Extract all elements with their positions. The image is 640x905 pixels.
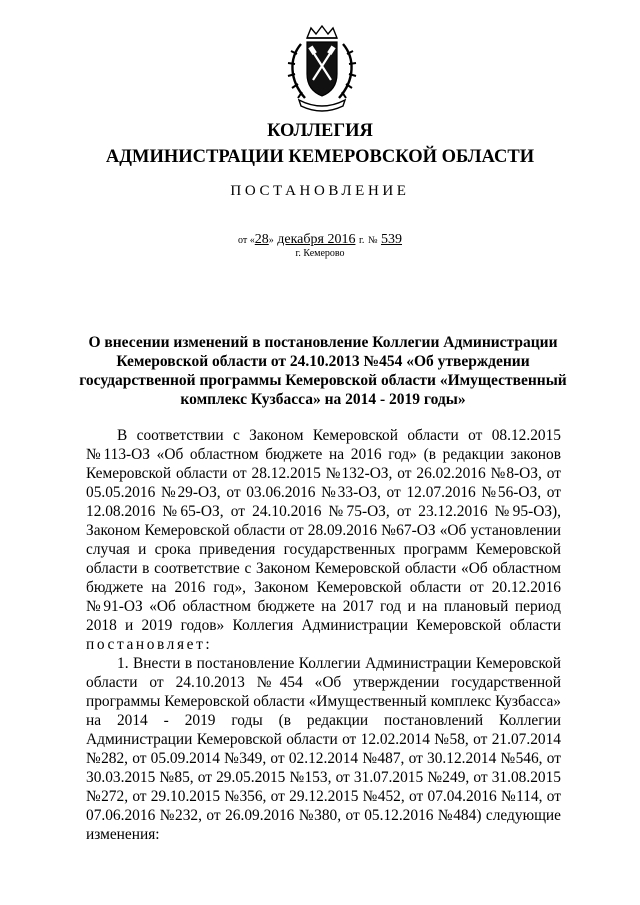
date-day: 28	[254, 232, 269, 247]
document-number-label: №	[367, 235, 378, 246]
org-name-line2: АДМИНИСТРАЦИИ КЕМЕРОВСКОЙ ОБЛАСТИ	[105, 147, 535, 167]
org-name-line1: КОЛЛЕГИЯ	[267, 121, 373, 141]
resolution-verb: постановляет:	[86, 636, 213, 653]
document-type: ПОСТАНОВЛЕНИЕ	[230, 183, 410, 199]
coat-of-arms-icon	[283, 24, 361, 114]
document-date-line	[0, 232, 640, 248]
date-from-label: от «	[238, 235, 255, 246]
date-month-year: декабря 2016	[277, 232, 356, 247]
document-body	[86, 426, 561, 844]
date-close-quote: »	[268, 235, 274, 246]
body-paragraph-1	[86, 426, 561, 654]
date-year-suffix: г.	[358, 235, 365, 246]
preamble-text: В соответствии с Законом Кемеровской области от 08.12.2015 №113-ОЗ «Об областном бюджете на 2016 год» (в редакции законов Кемеровской области от 28.12.2015 №132-ОЗ, от 26.02.2016 №8-ОЗ, от 05.05.2016 №29-ОЗ, от 03.06.2016 №33-ОЗ, от 12.07.2016 №56-ОЗ, от 12.08.2016 №65-ОЗ, от 24.10.2016 №75-ОЗ, от 23.12.2016 №95-ОЗ), Законом Кемеровской области от 28.09.2016 №67-ОЗ «Об установлении случая и срока приведения государственных программ Кемеровской области в соответствие с Законом Кемеровской области «Об областном бюджете на 2016 год», Законом Кемеровской области от 20.12.2016 №91-ОЗ «Об областном бюджете на 2017 год и на плановый период 2018 и 2019 годов» Коллегия Администрации Кемеровской области	[86, 427, 561, 634]
document-number: 539	[380, 232, 402, 247]
city-name: г. Кемерово	[295, 248, 345, 259]
document-title: О внесении изменений в постановление Коллегии Администрации Кемеровской области от 24.10.2013 №454 «Об утверждении государственной программы Кемеровской области «Имущественный комплекс Кузбасса» на 2014 - 2019 годы»	[79, 334, 567, 408]
body-paragraph-2: 1. Внести в постановление Коллегии Администрации Кемеровской области от 24.10.2013 №454 «Об утверждении государственной программы Кемеровской области «Имущественный комплекс Кузбасса» на 2014 - 2019 годы (в редакции постановлений Коллегии Администрации Кемеровской области от 12.02.2014 №58, от 21.07.2014 №282, от 05.09.2014 №349, от 02.12.2014 №487, от 30.12.2014 №546, от 30.03.2015 №85, от 29.05.2015 №153, от 31.07.2015 №249, от 31.08.2015 №272, от 29.10.2015 №356, от 29.12.2015 №452, от 07.04.2016 №114, от 07.06.2016 №232, от 26.09.2016 №380, от 05.12.2016 №484) следующие изменения:	[86, 655, 561, 843]
